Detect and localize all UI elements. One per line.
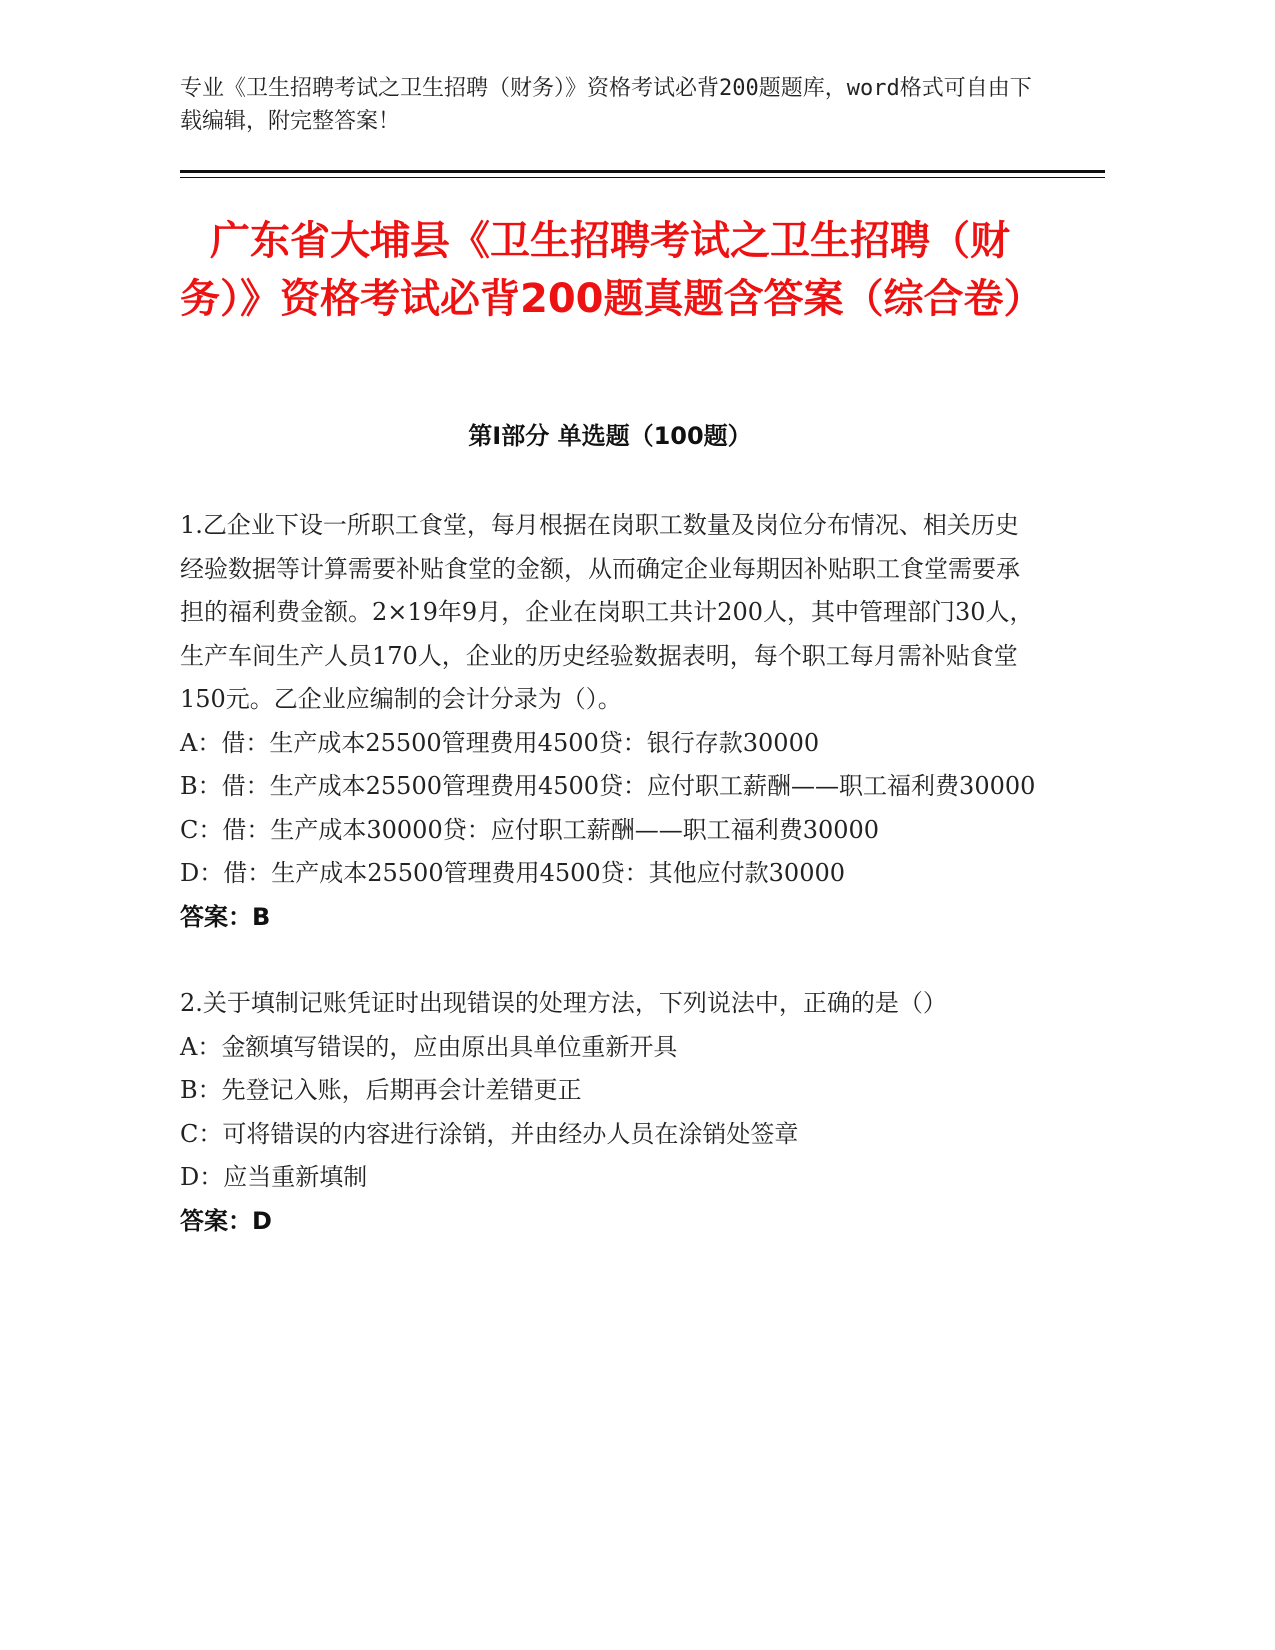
question-list [180, 504, 1040, 1286]
header-note: 专业《卫生招聘考试之卫生招聘（财务）》资格考试必背200题题库，word格式可自由下载编辑，附完整答案！ [180, 76, 1032, 134]
option-b: B：先登记入账，后期再会计差错更正 [180, 1076, 582, 1104]
document-title: 广东省大埔县《卫生招聘考试之卫生招聘（财务）》资格考试必背200题真题含答案（综合卷） [180, 218, 1044, 322]
question-stem: 1.乙企业下设一所职工食堂，每月根据在岗职工数量及岗位分布情况、相关历史经验数据等计算需要补贴食堂的金额，从而确定企业每期因补贴职工食堂需要承担的福利费金额。2×19年9月，企业在岗职工共计200人，其中管理部门30人，生产车间生产人员170人，企业的历史经验数据表明，每个职工每月需补贴食堂150元。乙企业应编制的会计分录为（）。 [180, 511, 1034, 713]
option-d: D：借：生产成本25500管理费用4500贷：其他应付款30000 [180, 859, 846, 887]
option-a: A：金额填写错误的，应由原出具单位重新开具 [180, 1032, 678, 1061]
question-1 [180, 504, 1040, 939]
header-rule-thin [180, 177, 1105, 178]
question-2 [180, 982, 1040, 1243]
option-c: C：可将错误的内容进行涂销，并由经办人员在涂销处签章 [180, 1119, 799, 1148]
question-stem: 2.关于填制记账凭证时出现错误的处理方法，下列说法中，正确的是（） [180, 989, 947, 1017]
answer: 答案：B [180, 902, 271, 931]
header-rule-thick [180, 170, 1105, 173]
option-d: D：应当重新填制 [180, 1163, 368, 1191]
answer: 答案：D [180, 1206, 272, 1235]
option-b: B：借：生产成本25500管理费用4500贷：应付职工薪酬——职工福利费30000 [180, 772, 1036, 800]
section-title: 第I部分 单选题（100题） [468, 422, 752, 450]
option-a: A：借：生产成本25500管理费用4500贷：银行存款30000 [180, 728, 820, 757]
option-c: C：借：生产成本30000贷：应付职工薪酬——职工福利费30000 [180, 815, 880, 844]
